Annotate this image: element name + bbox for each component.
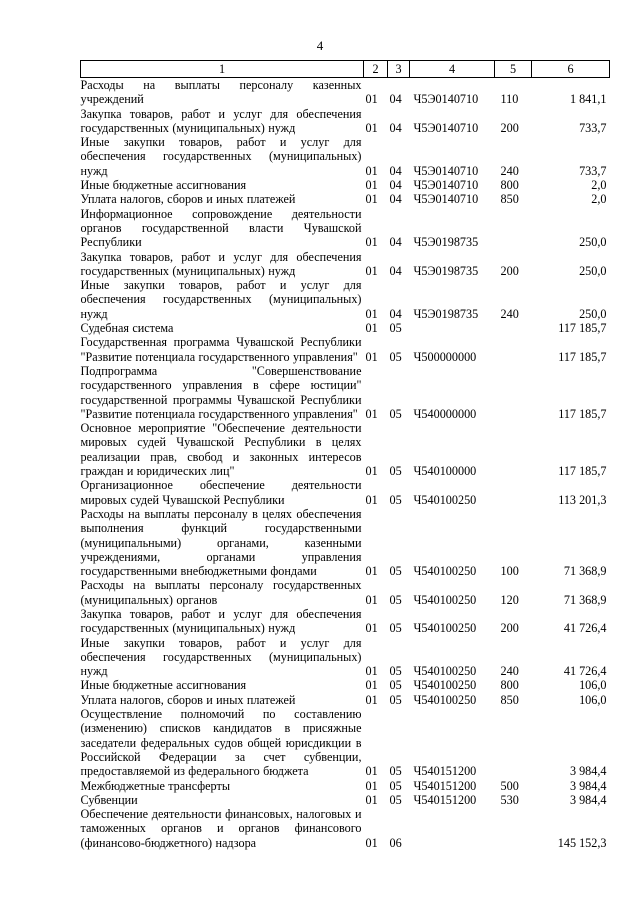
row-name: Иные бюджетные ассигнования [80,678,247,693]
row-name: Расходы на выплаты персоналу государственных (муниципальных) органов [80,578,362,607]
row-amount: 71 368,9 [563,592,607,607]
row-expense-type [495,321,532,335]
row-subsection: 06 [389,835,402,850]
row-subsection: 04 [389,92,402,107]
row-target-article: Ч5Э0140710 [413,163,479,178]
column-header-subsection: 3 [388,61,410,78]
table-row [81,707,610,778]
row-target-article: Ч540100250 [413,564,477,579]
row-target-article: Ч540151200 [413,792,477,807]
row-section: 01 [365,492,378,507]
table-row [81,107,610,136]
row-name: Осуществление полномочий по составлению (изменению) списков кандидатов в присяжные заседатели федеральных судов общей юрисдикции в Российской Федерации за счет субвенции, предоставляемой из федерального бюджета [80,707,362,779]
row-target-article: Ч500000000 [413,349,477,364]
row-subsection: 05 [389,321,402,336]
row-name: Расходы на выплаты персоналу казенных учреждений [80,78,362,107]
row-target-article: Ч5Э0198735 [413,263,479,278]
row-name: Информационное сопровождение деятельности органов государственной власти Чувашской Республики [80,206,362,250]
table-row [81,250,610,279]
row-subsection: 05 [389,778,402,793]
table-row [81,78,610,107]
row-expense-type: 200 [500,263,519,278]
table-row [81,636,610,679]
row-name: Иные бюджетные ассигнования [80,178,247,193]
row-amount: 117 185,7 [558,349,607,364]
row-amount: 41 726,4 [563,664,607,679]
row-expense-type: 530 [500,792,519,807]
row-target-article [410,807,495,850]
row-subsection: 04 [389,306,402,321]
row-subsection: 05 [389,621,402,636]
row-name: Уплата налогов, сборов и иных платежей [80,192,296,207]
row-section: 01 [365,678,378,693]
row-expense-type: 100 [500,564,519,579]
row-section: 01 [365,92,378,107]
row-amount: 117 185,7 [558,321,607,336]
row-subsection: 05 [389,492,402,507]
row-subsection: 05 [389,464,402,479]
row-section: 01 [365,592,378,607]
table-row [81,278,610,321]
row-name: Судебная система [80,321,174,336]
row-target-article: Ч540151200 [413,764,477,779]
row-target-article: Ч540000000 [413,406,477,421]
row-target-article: Ч5Э0198735 [413,235,479,250]
row-amount: 3 984,4 [569,792,607,807]
row-expense-type: 500 [500,778,519,793]
column-header-section: 2 [364,61,388,78]
row-subsection: 04 [389,178,402,193]
row-expense-type: 800 [500,178,519,193]
table-row [81,178,610,192]
row-amount: 250,0 [579,306,607,321]
row-expense-type [495,421,532,478]
row-expense-type: 850 [500,692,519,707]
table-row [81,507,610,578]
table-row [81,779,610,793]
row-expense-type [495,335,532,364]
table-row [81,364,610,421]
row-section: 01 [365,263,378,278]
row-section: 01 [365,235,378,250]
row-expense-type: 240 [500,664,519,679]
row-section: 01 [365,349,378,364]
table-row [81,807,610,850]
column-header-name: 1 [81,61,364,78]
row-name: Подпрограмма "Совершенствование государственного управления в сфере юстиции" государственной программы Чувашской Республики "Развитие потенциала государственного управления" [80,363,362,421]
row-section: 01 [365,792,378,807]
row-section: 01 [365,564,378,579]
row-name: Расходы на выплаты персоналу в целях обеспечения выполнения функций государственными (муниципальными) органами, казенными учреждениями, органами управления государственными внебюджетными фондами [80,506,362,579]
row-section: 01 [365,406,378,421]
row-amount: 250,0 [579,263,607,278]
column-header-expense-type: 5 [495,61,532,78]
row-expense-type [495,364,532,421]
row-expense-type: 800 [500,678,519,693]
table-row [81,607,610,636]
row-expense-type [495,807,532,850]
table-row [81,135,610,178]
row-name: Иные закупки товаров, работ и услуг для обеспечения государственных (муниципальных) нужд [80,278,362,321]
table-row [81,678,610,692]
row-subsection: 05 [389,678,402,693]
row-target-article: Ч5Э0140710 [413,192,479,207]
row-amount: 117 185,7 [558,464,607,479]
row-section: 01 [365,464,378,479]
row-expense-type: 240 [500,306,519,321]
row-subsection: 04 [389,192,402,207]
row-name: Субвенции [80,792,138,807]
row-amount: 2,0 [591,178,607,193]
row-subsection: 05 [389,406,402,421]
table-row [81,793,610,807]
row-subsection: 04 [389,163,402,178]
row-section: 01 [365,321,378,336]
table-row [81,321,610,335]
table-row [81,478,610,507]
row-subsection: 05 [389,349,402,364]
row-amount: 145 152,3 [557,835,607,850]
row-subsection: 05 [389,564,402,579]
row-section: 01 [365,163,378,178]
row-target-article: Ч5Э0140710 [413,92,479,107]
row-section: 01 [365,692,378,707]
row-name: Уплата налогов, сборов и иных платежей [80,692,296,707]
row-target-article [410,321,495,335]
row-section: 01 [365,192,378,207]
row-name: Закупка товаров, работ и услуг для обеспечения государственных (муниципальных) нужд [80,106,362,135]
column-header-target-article: 4 [410,61,495,78]
table-row [81,693,610,707]
row-target-article: Ч540100250 [413,664,477,679]
table-row [81,207,610,250]
row-expense-type: 200 [500,621,519,636]
row-target-article: Ч5Э0198735 [413,306,479,321]
table-body [81,78,610,851]
row-name: Закупка товаров, работ и услуг для обеспечения государственных (муниципальных) нужд [80,249,362,278]
row-target-article: Ч540100250 [413,592,477,607]
row-section: 01 [365,306,378,321]
row-section: 01 [365,621,378,636]
row-amount: 106,0 [579,692,607,707]
row-expense-type: 850 [500,192,519,207]
row-amount: 1 841,1 [569,92,607,107]
row-target-article: Ч5Э0140710 [413,120,479,135]
row-amount: 250,0 [579,235,607,250]
row-amount: 71 368,9 [563,564,607,579]
row-subsection: 05 [389,592,402,607]
row-name: Закупка товаров, работ и услуг для обеспечения государственных (муниципальных) нужд [80,606,362,636]
row-amount: 113 201,3 [558,492,607,507]
row-subsection: 05 [389,664,402,679]
row-amount: 41 726,4 [563,621,607,636]
row-name: Иные закупки товаров, работ и услуг для обеспечения государственных (муниципальных) нужд [80,135,362,178]
row-subsection: 05 [389,792,402,807]
row-section: 01 [365,178,378,193]
row-expense-type: 240 [500,163,519,178]
row-expense-type: 200 [500,120,519,135]
row-expense-type [495,478,532,507]
table-row [81,335,610,364]
table-row [81,192,610,206]
row-target-article: Ч540100250 [413,621,477,636]
row-expense-type: 110 [500,92,519,107]
row-amount: 117 185,7 [558,406,607,421]
row-target-article: Ч540100250 [413,678,477,693]
row-target-article: Ч540100000 [413,464,477,479]
row-target-article: Ч5Э0140710 [413,178,479,193]
row-amount: 3 984,4 [569,764,607,779]
row-section: 01 [365,120,378,135]
row-amount: 2,0 [591,192,607,207]
row-subsection: 04 [389,235,402,250]
row-expense-type [495,207,532,250]
row-section: 01 [365,764,378,779]
row-section: 01 [365,835,378,850]
row-name: Государственная программа Чувашской Республики "Развитие потенциала государственного управления" [80,335,362,364]
row-expense-type [495,707,532,778]
row-name: Иные закупки товаров, работ и услуг для обеспечения государственных (муниципальных) нужд [80,635,362,679]
row-section: 01 [365,664,378,679]
row-amount: 106,0 [579,678,607,693]
row-amount: 3 984,4 [569,778,607,793]
row-amount: 733,7 [579,163,607,178]
budget-table [80,60,610,850]
table-row [81,421,610,478]
row-amount: 733,7 [579,120,607,135]
row-name: Обеспечение деятельности финансовых, налоговых и таможенных органов и органов финансового (финансово-бюджетного) надзора [80,807,362,850]
row-subsection: 05 [389,692,402,707]
header-row [81,61,610,78]
row-subsection: 05 [389,764,402,779]
row-name: Основное мероприятие "Обеспечение деятельности мировых судей Чувашской Республики в целях реализации прав, свобод и законных интересов граждан и юридических лиц" [80,421,362,479]
row-name: Межбюджетные трансферты [80,778,231,793]
row-expense-type: 120 [500,592,519,607]
table-row [81,578,610,607]
row-name: Организационное обеспечение деятельности мировых судей Чувашской Республики [80,478,362,507]
page-number: 4 [316,38,324,53]
row-subsection: 04 [389,263,402,278]
row-target-article: Ч540100250 [413,492,477,507]
row-target-article: Ч540100250 [413,692,477,707]
row-subsection: 04 [389,120,402,135]
row-target-article: Ч540151200 [413,778,477,793]
row-section: 01 [365,778,378,793]
column-header-amount: 6 [532,61,610,78]
